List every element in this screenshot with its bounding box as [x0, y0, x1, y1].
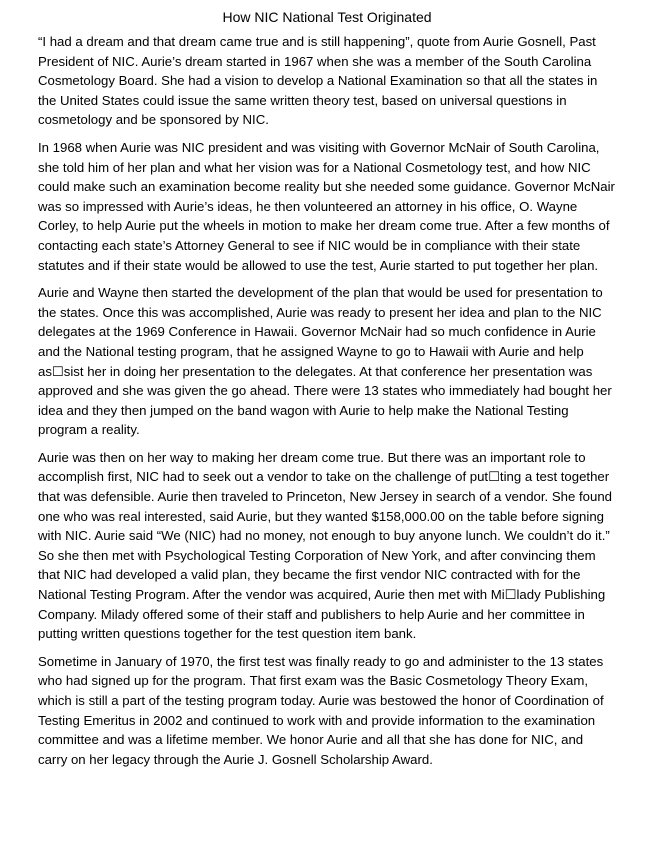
- paragraph-2: In 1968 when Aurie was NIC president and was visiting with Governor McNair of South Carolina, she told him of her plan and what her vision was for a National Cosmetology test, and how NIC could make such an examination become reality but she needed some guidance. Governor McNair was so impressed with Aurie’s ideas, he then volunteered an attorney in his office, O. Wayne Corley, to help Aurie put the wheels in motion to make her dream come true. After a few months of contacting each state’s Attorney General to see if NIC would be in compliance with their state statutes and if their state would be allowed to use the test, Aurie started to put together her plan.: [38, 139, 615, 273]
- paragraph-1: “I had a dream and that dream came true and is still happening”, quote from Aurie Gosnell, Past President of NIC. Aurie’s dream started in 1967 when she was a member of the South Carolina Cosmetology Board. She had a vision to develop a National Examination so that all the states in the United States could issue the same written theory test, based on universal questions in cosmetology and be sponsored by NIC.: [38, 34, 598, 128]
- paragraph-5: Sometime in January of 1970, the first test was finally ready to go and administer to the 13 states who had signed up for the program. That first exam was the Basic Cosmetology Theory Exam, which is still a part of the testing program today. Aurie was bestowed the honor of Coordination of Testing Emeritus in 2002 and continued to work with and provide information to the examination committee and was a lifetime member. We honor Aurie and all that she has done for NIC, and carry on her legacy through the Aurie J. Gosnell Scholarship Award.: [38, 653, 604, 767]
- paragraph-4: Aurie was then on her way to making her dream come true. But there was an important role to accomplish first, NIC had to seek out a vendor to take on the challenge of put☐ting a test together that was defensible. Aurie then traveled to Princeton, New Jersey in search of a vendor. She found one who was real interested, said Aurie, but they wanted $158,000.00 on the table before signing with NIC. Aurie said “We (NIC) had no money, not enough to buy anyone lunch. We couldn’t do it.” So she then met with Psychological Testing Corporation of New York, and after convincing them that NIC had developed a valid plan, they became the first vendor NIC contracted with for the National Testing Program. After the vendor was acquired, Aurie then met with Mi☐lady Publishing Company. Milady offered some of their staff and publishers to help Aurie and her committee in putting written questions together for the test question item bank.: [38, 449, 612, 642]
- document-page: [38, 8, 616, 777]
- paragraph-3: Aurie and Wayne then started the development of the plan that would be used for presentation to the states. Once this was accomplished, Aurie was ready to present her idea and plan to the NIC delegates at the 1969 Conference in Hawaii. Governor McNair had so much confidence in Aurie and the National testing program, that he assigned Wayne to go to Hawaii with Aurie and help as☐sist her in doing her presentation to the delegates. At that conference her presentation was approved and she was given the go ahead. There were 13 states who immediately had bought her idea and they then jumped on the band wagon with Aurie to help make the National Testing program a reality.: [38, 285, 612, 438]
- document-title: How NIC National Test Originated: [222, 9, 432, 25]
